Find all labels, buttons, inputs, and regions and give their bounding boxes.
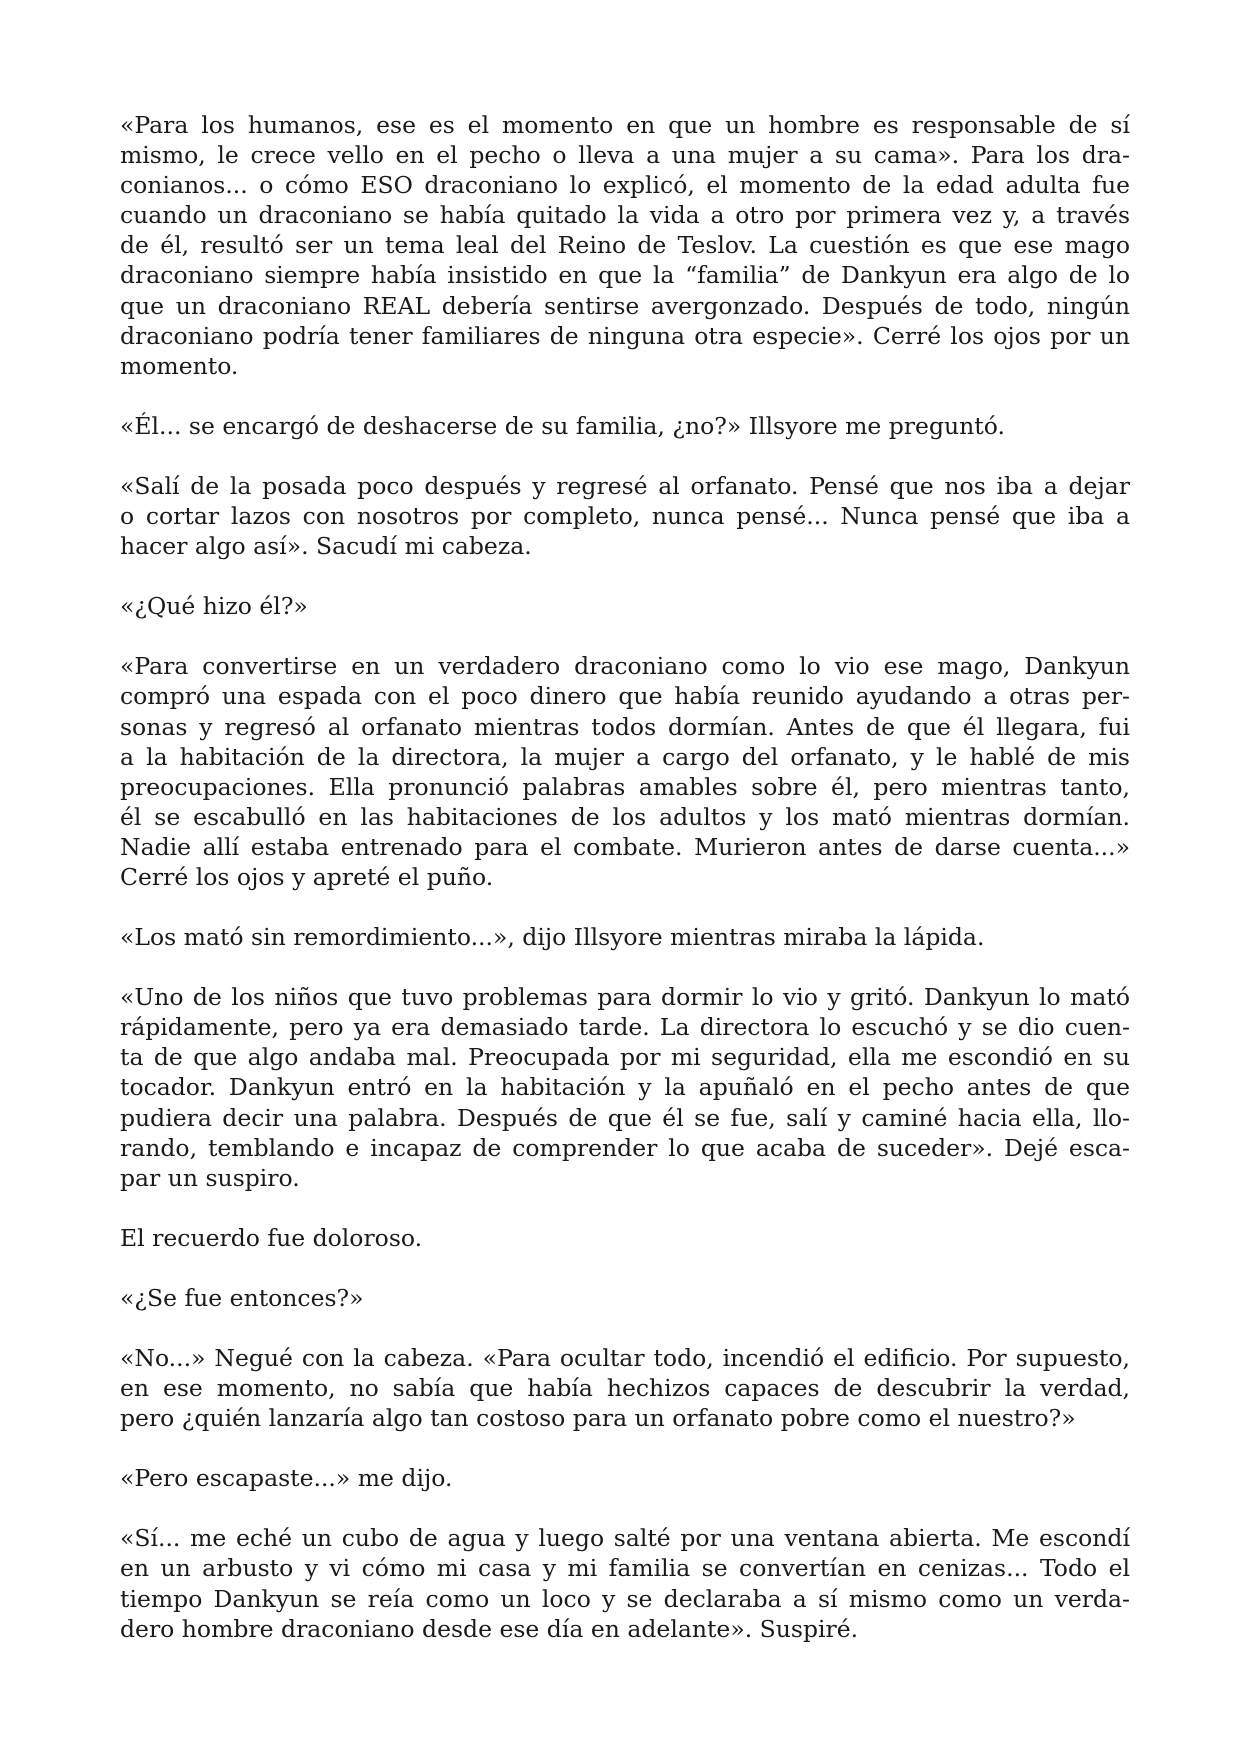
text-line: mismo, le crece vello en el pecho o lleva a una mujer a su cama». Para los dra-	[120, 141, 1130, 170]
document-page	[120, 110, 1130, 1644]
paragraph	[120, 110, 1130, 381]
text-line: tiempo Dankyun se reía como un loco y se declaraba a sí mismo como un verda-	[120, 1584, 1130, 1613]
text-line: rando, temblando e incapaz de comprender lo que acaba de suceder». Dejé esca-	[120, 1133, 1130, 1162]
paragraph	[120, 1463, 1130, 1493]
text-line: «Los mató sin remordimiento...», dijo Illsyore mientras miraba la lápida.	[120, 923, 985, 952]
text-line: cuando un draconiano se había quitado la vida a otro por primera vez y, a través	[120, 201, 1130, 230]
text-line: «Uno de los niños que tuvo problemas para dormir lo vio y gritó. Dankyun lo mató	[120, 983, 1130, 1012]
text-line: tocador. Dankyun entró en la habitación y la apuñaló en el pecho antes de que	[120, 1073, 1130, 1102]
paragraph	[120, 1223, 1130, 1253]
text-line: en ese momento, no sabía que había hechizos capaces de descubrir la verdad,	[120, 1374, 1130, 1403]
text-line: ta de que algo andaba mal. Preocupada por mi seguridad, ella me escondió en su	[120, 1043, 1130, 1072]
text-line: «Para convertirse en un verdadero draconiano como lo vio ese mago, Dankyun	[120, 652, 1130, 681]
text-line: Nadie allí estaba entrenado para el combate. Murieron antes de darse cuenta...»	[120, 832, 1130, 861]
text-line: pudiera decir una palabra. Después de que él se fue, salí y caminé hacia ella, llo-	[120, 1103, 1130, 1132]
text-line: en un arbusto y vi cómo mi casa y mi familia se convertían en cenizas... Todo el	[120, 1554, 1130, 1583]
text-line: o cortar lazos con nosotros por completo, nunca pensé... Nunca pensé que iba a	[120, 502, 1130, 531]
text-line: «Pero escapaste...» me dijo.	[120, 1464, 453, 1493]
paragraph	[120, 411, 1130, 441]
paragraph	[120, 471, 1130, 561]
text-line: dero hombre draconiano desde ese día en adelante». Suspiré.	[120, 1614, 859, 1643]
text-line: El recuerdo fue doloroso.	[120, 1223, 423, 1252]
text-line: conianos... o cómo ESO draconiano lo explicó, el momento de la edad adulta fue	[120, 171, 1130, 200]
text-line: de él, resultó ser un tema leal del Reino de Teslov. La cuestión es que ese mago	[120, 231, 1130, 260]
paragraph	[120, 1343, 1130, 1433]
text-line: «¿Se fue entonces?»	[120, 1283, 364, 1312]
text-line: «¿Qué hizo él?»	[120, 592, 308, 621]
text-line: «Sí... me eché un cubo de agua y luego salté por una ventana abierta. Me escondí	[120, 1524, 1130, 1553]
text-line: draconiano podría tener familiares de ninguna otra especie». Cerré los ojos por un	[120, 321, 1130, 350]
text-line: Cerré los ojos y apreté el puño.	[120, 862, 494, 891]
paragraph	[120, 922, 1130, 952]
text-line: par un suspiro.	[120, 1163, 300, 1192]
paragraph	[120, 591, 1130, 621]
text-line: rápidamente, pero ya era demasiado tarde. La directora lo escuchó y se dio cuen-	[120, 1013, 1130, 1042]
text-line: «Para los humanos, ese es el momento en que un hombre es responsable de sí	[120, 111, 1130, 139]
text-line: draconiano siempre había insistido en que la “familia” de Dankyun era algo de lo	[120, 261, 1130, 290]
paragraph	[120, 1283, 1130, 1313]
text-line: sonas y regresó al orfanato mientras todos dormían. Antes de que él llegara, fui	[120, 712, 1130, 741]
text-line: «Él... se encargó de deshacerse de su familia, ¿no?» Illsyore me preguntó.	[120, 411, 1005, 440]
text-line: pero ¿quién lanzaría algo tan costoso para un orfanato pobre como el nuestro?»	[120, 1404, 1076, 1433]
text-line: que un draconiano REAL debería sentirse avergonzado. Después de todo, ningún	[120, 291, 1130, 320]
text-line: momento.	[120, 351, 239, 380]
text-line: «No...» Negué con la cabeza. «Para ocultar todo, incendió el edificio. Por supuesto,	[120, 1344, 1130, 1372]
text-line: hacer algo así». Sacudí mi cabeza.	[120, 532, 532, 561]
paragraph	[120, 651, 1130, 892]
paragraph	[120, 982, 1130, 1193]
text-line: él se escabulló en las habitaciones de los adultos y los mató mientras dormían.	[120, 802, 1130, 831]
paragraph	[120, 1523, 1130, 1643]
text-line: compró una espada con el poco dinero que había reunido ayudando a otras per-	[120, 682, 1130, 711]
text-line: preocupaciones. Ella pronunció palabras amables sobre él, pero mientras tanto,	[120, 772, 1130, 801]
text-line: «Salí de la posada poco después y regresé al orfanato. Pensé que nos iba a dejar	[120, 471, 1130, 500]
text-line: a la habitación de la directora, la mujer a cargo del orfanato, y le hablé de mis	[120, 742, 1130, 771]
